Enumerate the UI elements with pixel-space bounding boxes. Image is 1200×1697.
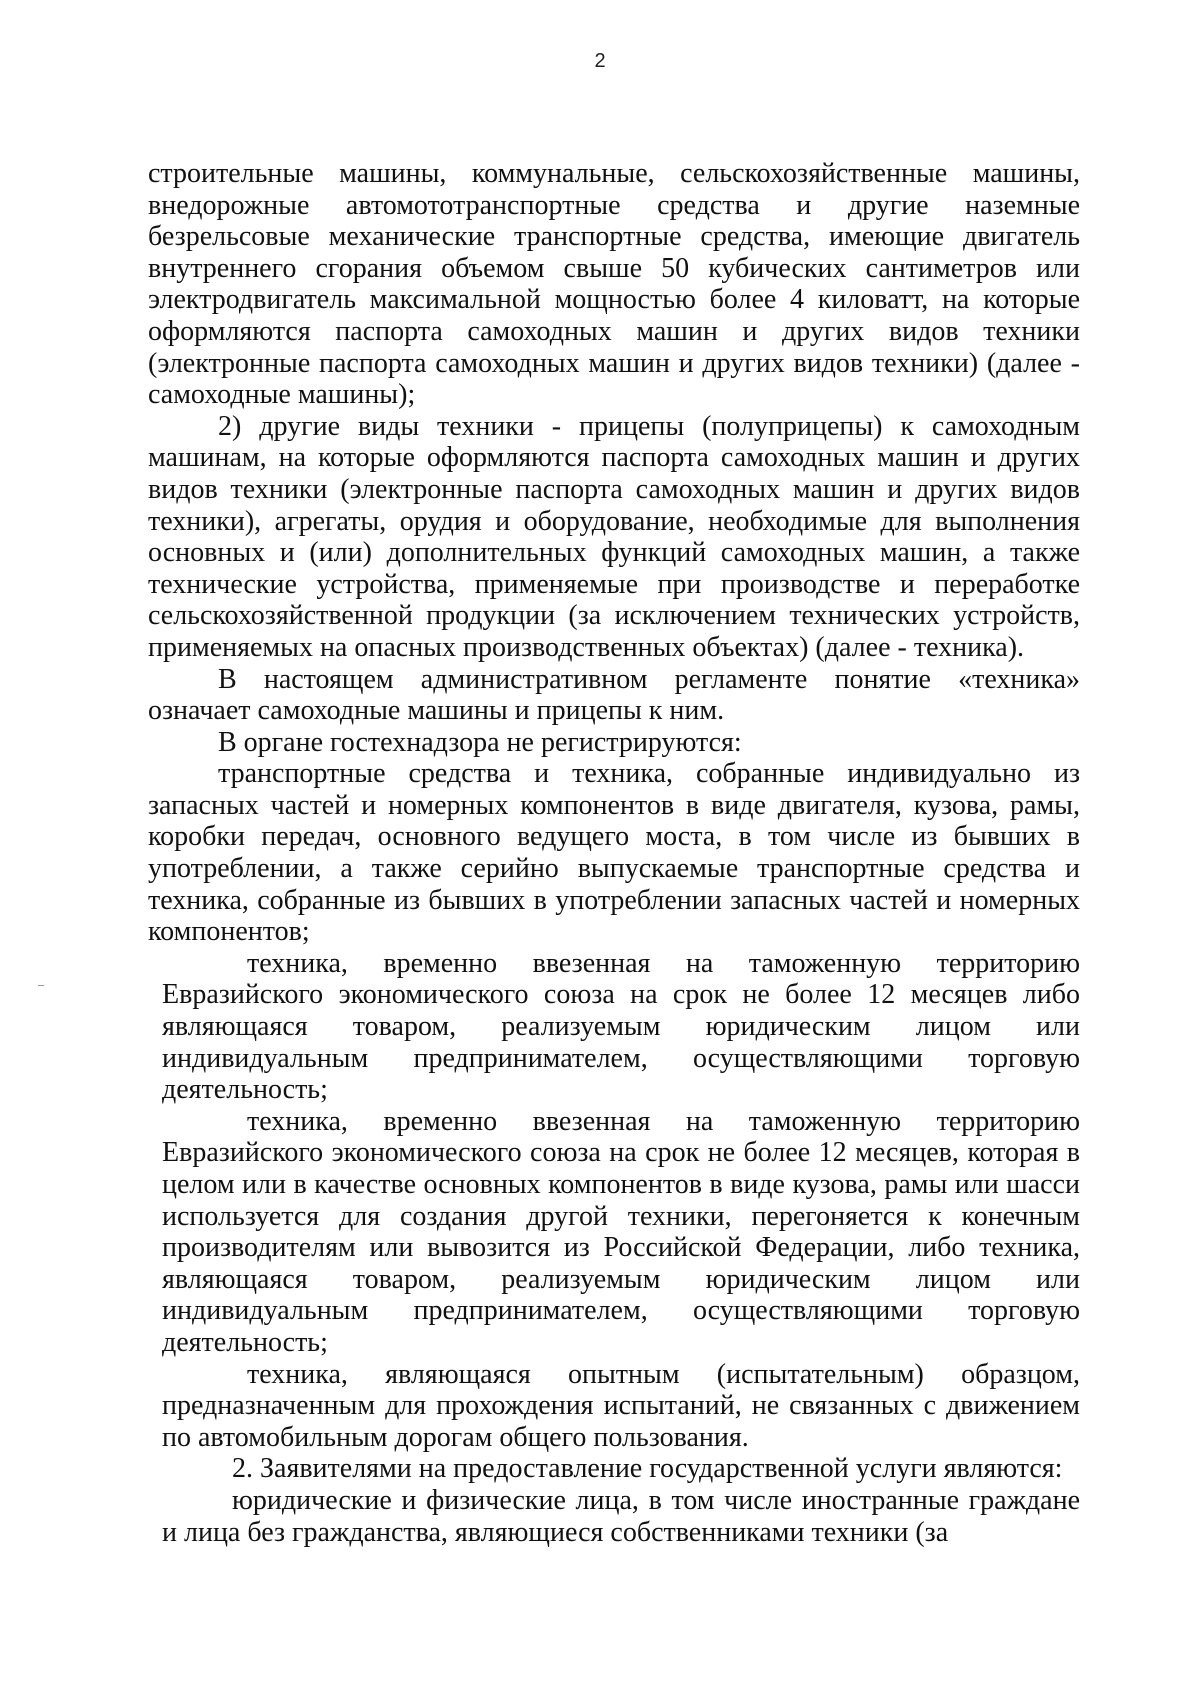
paragraph-applicants-heading: 2. Заявителями на предоставление государственной услуги являются: xyxy=(232,1453,1063,1485)
paragraph-term-definition: В настоящем административном регламенте понятие «техника» означает самоходные машины и прицепы к ним. xyxy=(148,663,1080,727)
paragraph-applicants-list: юридические и физические лица, в том числе иностранные граждане и лица без гражданства, являющиеся собственниками техники (за xyxy=(162,1484,1080,1548)
paragraph-temporary-import-components: техника, временно ввезенная на таможенную территорию Евразийского экономического союза на срок не более 12 месяцев, которая в целом или в качестве основных компонентов в виде кузова, рамы или шасси используется для создания другой техники, перегоняется к конечным производителям или вывозится из Российской Федерации, либо техника, являющаяся товаром, реализуемым юридическим лицом или индивидуальным предпринимателем, осуществляющими торговую деятельность; xyxy=(162,1105,1080,1358)
paragraph-not-registered-heading: В органе гостехнадзора не регистрируются: xyxy=(218,726,742,758)
paragraph-temporary-import-goods: техника, временно ввезенная на таможенную территорию Евразийского экономического союза на срок не более 12 месяцев либо являющаяся товаром, реализуемым юридическим лицом или индивидуальным предпринимателем, осуществляющими торговую деятельность; xyxy=(162,947,1080,1106)
page-number: 2 xyxy=(594,50,606,72)
paragraph-test-samples: техника, являющаяся опытным (испытательным) образцом, предназначенным для прохождения испытаний, не связанных с движением по автомобильным дорогам общего пользования. xyxy=(162,1358,1080,1453)
document-body xyxy=(148,158,1080,1548)
paragraph-assembled-vehicles: транспортные средства и техника, собранные индивидуально из запасных частей и номерных компонентов в виде двигателя, кузова, рамы, коробки передач, основного ведущего моста, в том числе из бывших в употреблении, а также серийно выпускаемые транспортные средства и техника, собранные из бывших в употреблении запасных частей и номерных компонентов; xyxy=(148,758,1080,948)
scan-mark xyxy=(38,985,44,986)
paragraph-other-equipment: 2) другие виды техники - прицепы (полуприцепы) к самоходным машинам, на которые оформляются паспорта самоходных машин и других видов техники (электронные паспорта самоходных машин и других видов техники), агрегаты, орудия и оборудование, необходимые для выполнения основных и (или) дополнительных функций самоходных машин, а также технические устройства, применяемые при производстве и переработке сельскохозяйственной продукции (за исключением технических устройств, применяемых на опасных производственных объектах) (далее - техника). xyxy=(148,410,1080,663)
paragraph-self-propelled-machines: строительные машины, коммунальные, сельскохозяйственные машины, внедорожные автомототранспортные средства и другие наземные безрельсовые механические транспортные средства, имеющие двигатель внутреннего сгорания объемом свыше 50 кубических сантиметров или электродвигатель максимальной мощностью более 4 киловатт, на которые оформляются паспорта самоходных машин и других видов техники (электронные паспорта самоходных машин и других видов техники) (далее - самоходные машины); xyxy=(148,158,1080,411)
